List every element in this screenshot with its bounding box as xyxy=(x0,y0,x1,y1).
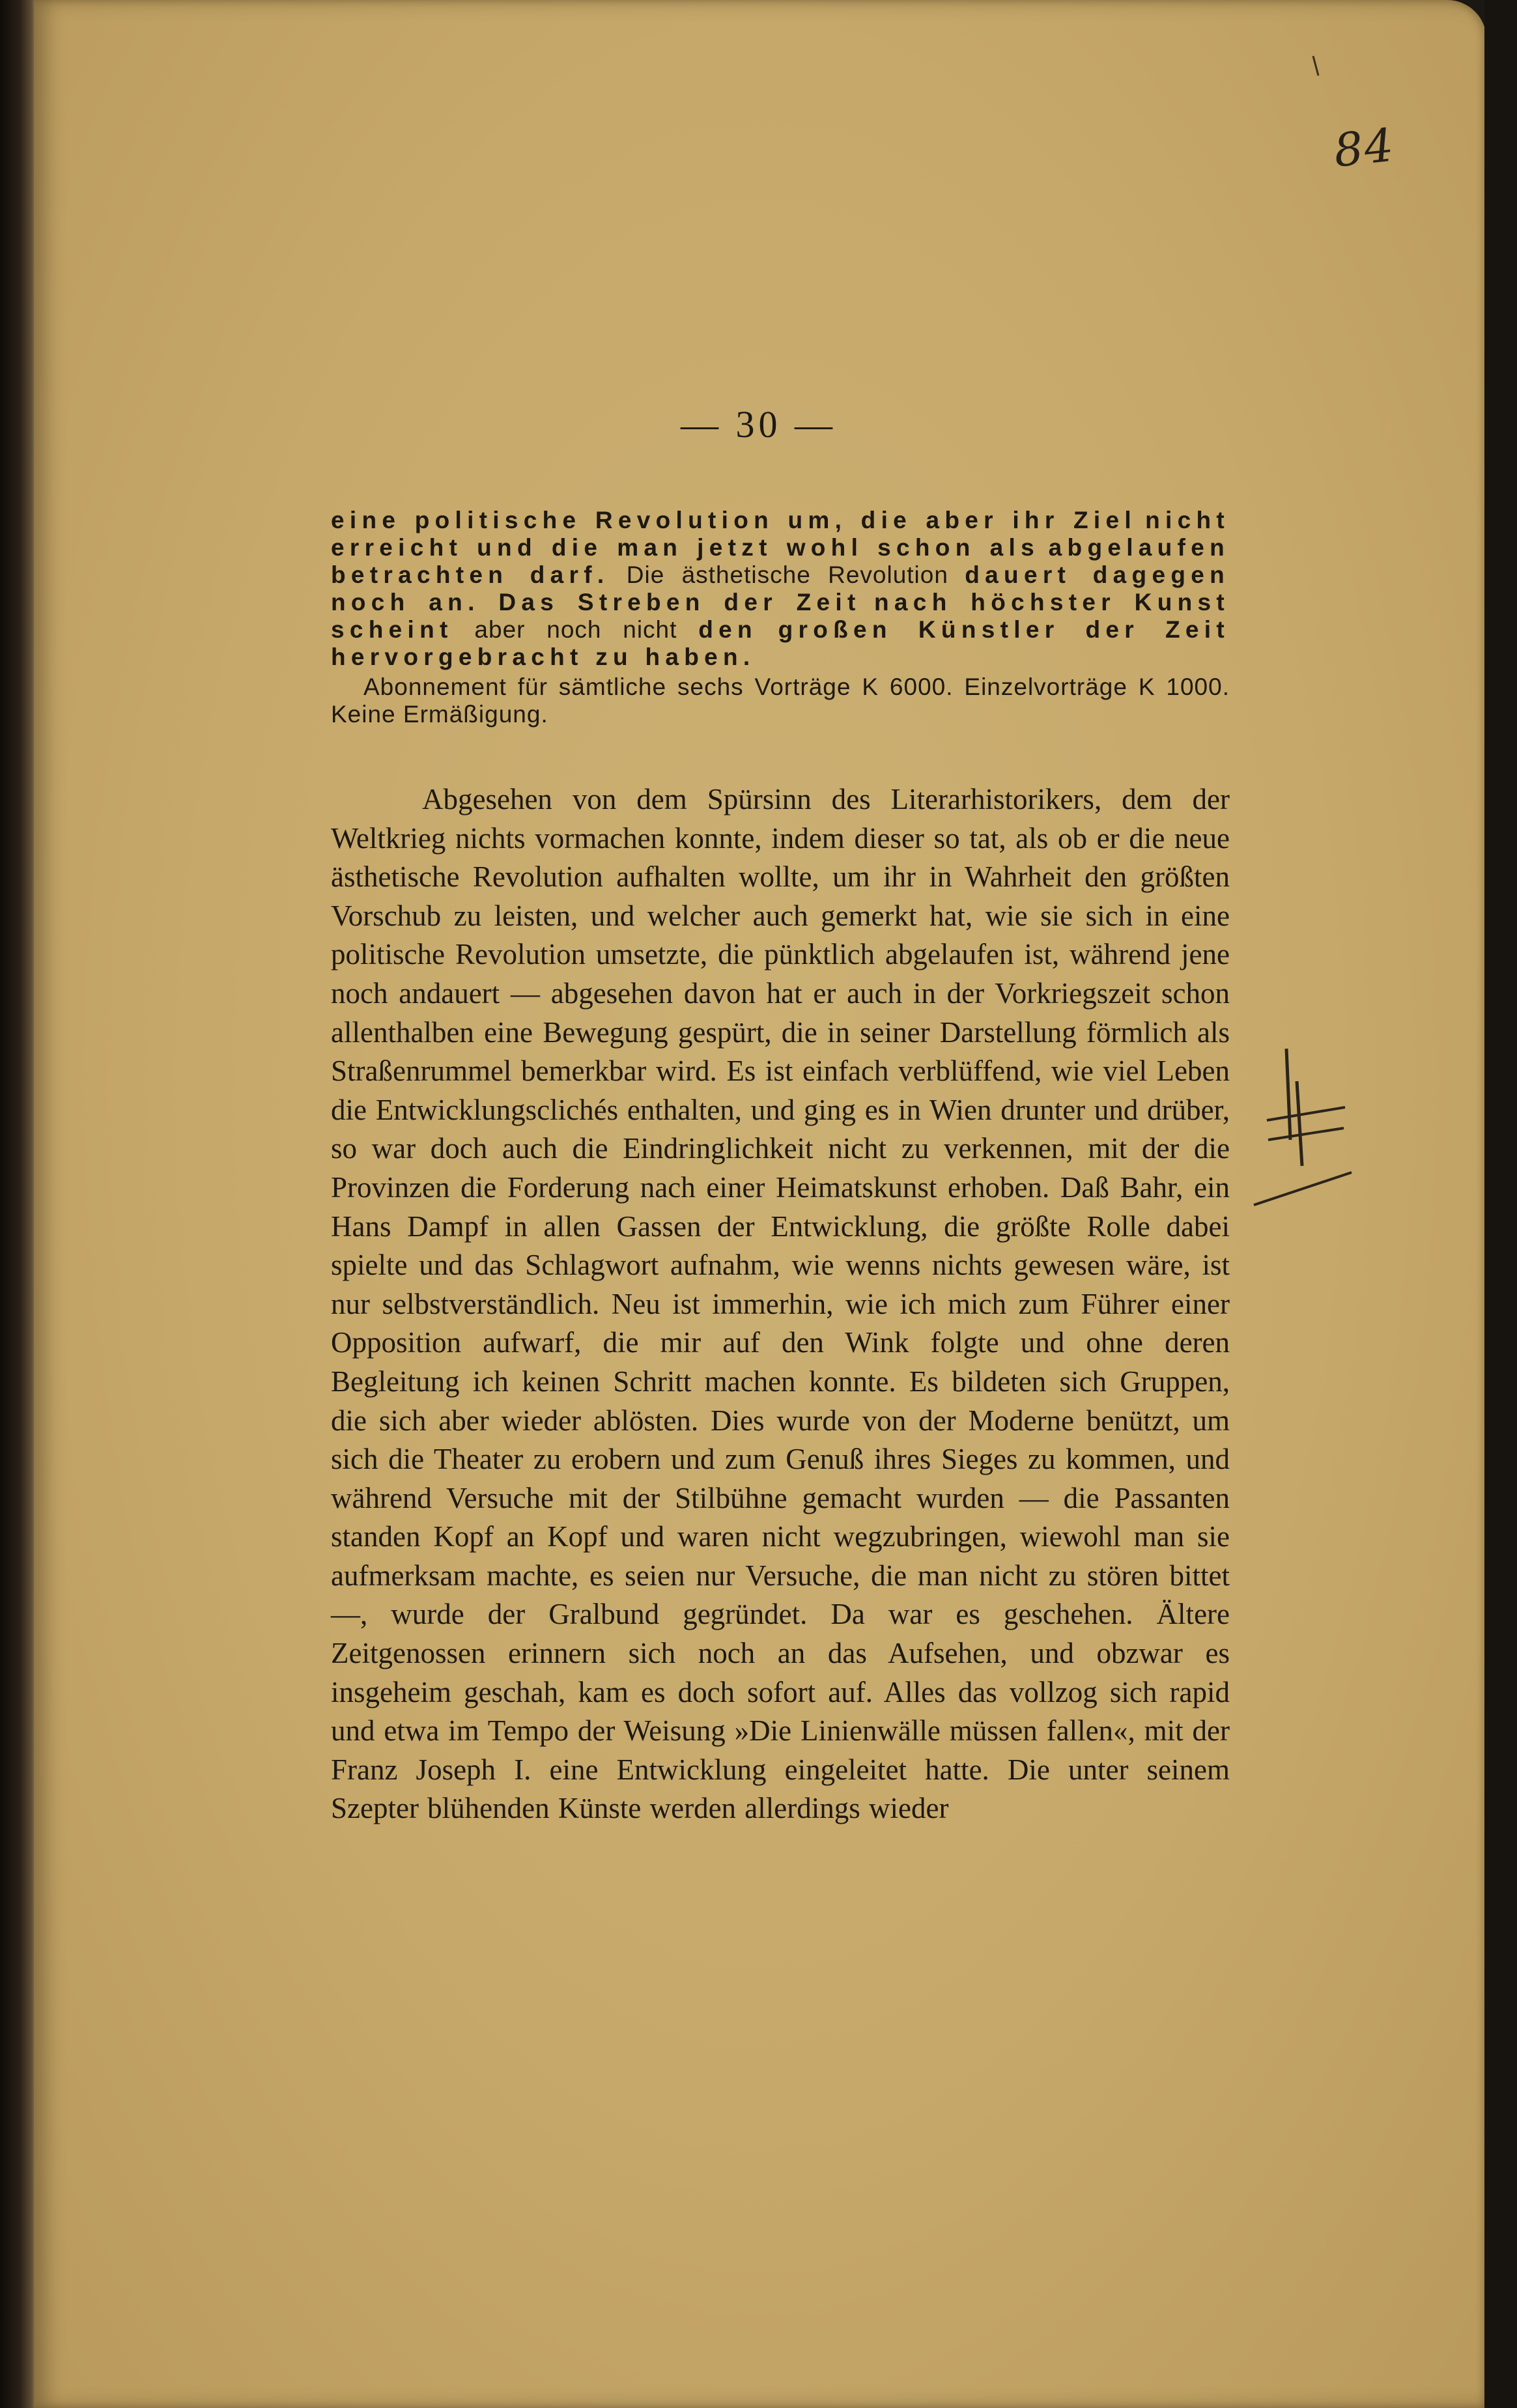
handwritten-folio-number: 84 xyxy=(1331,118,1398,178)
scan-background-strip xyxy=(1484,0,1517,2408)
announcement-line: aber noch nicht xyxy=(453,616,699,643)
announcement-line: Das Streben der Zeit xyxy=(479,589,861,616)
lecture-announcement xyxy=(331,507,1230,728)
body-paragraph: Abgesehen von dem Spürsinn des Literarhistorikers, dem der Weltkrieg nichts vormachen konnte, indem dieser so tat, als ob er die neue ästhetische Revolution aufhalten wollte, um ihr in Wahrheit den größten Vorschub zu leisten, und welcher auch gemerkt hat, wie sie sich in eine politische Revolution umsetzte, die pünktlich abgelaufen ist, während jene noch andauert — abgesehen davon hat er auch in der Vorkriegszeit schon allenthalben eine Bewegung gespürt, die in seiner Darstellung förmlich als Straßenrummel bemerkbar wird. Es ist einfach verblüffend, wie viel Leben die Entwicklungsclichés enthalten, und ging es in Wien drunter und drüber, so war doch auch die Eindringlichkeit nicht zu verkennen, mit der die Provinzen die Forderung nach einer Heimatskunst erhoben. Daß Bahr, ein Hans Dampf in allen Gassen der Entwicklung, die größte Rolle dabei spielte und das Schlagwort aufnahm, wie wenns nichts gewesen wäre, ist nur selbstverständlich. Neu ist immerhin, wie ich mich zum Führer einer Opposition aufwarf, die mir auf den Wink folgte und ohne deren Begleitung ich keinen Schritt machen konnte. Es bildeten sich Gruppen, die sich aber wieder ablösten. Dies wurde von der Moderne benützt, um sich die Theater zu erobern und zum Genuß ihres Sieges zu kommen, und während Versuche mit der Stilbühne gemacht wurden — die Passanten standen Kopf an Kopf und waren nicht wegzubringen, wiewohl man sie aufmerksam machte, es seien nur Versuche, die man nicht zu stören bittet —, wurde der Gralbund gegründet. Da war es geschehen. Ältere Zeitgenossen erinnern sich noch an das Aufsehen, und obzwar es insgeheim geschah, kam es doch sofort auf. Alles das vollzog sich rapid und etwa im Tempo der Weisung »Die Linienwälle müssen fallen«, mit der Franz Joseph I. eine Entwicklung eingeleitet hatte. Die unter seinem Szepter blühenden Künste werden allerdings wieder xyxy=(331,783,1230,1825)
subscription-info: Abonnement für sämtliche sechs Vorträge K 6000. Einzelvorträge K 1000. Keine Ermäßigung. xyxy=(331,673,1230,728)
announcement-line: eine politische Revolution um, die aber ihr Ziel xyxy=(331,507,1137,533)
announcement-line: dauert dagegen noch an. xyxy=(331,561,1230,616)
announcement-text xyxy=(331,507,1230,671)
announcement-line: den xyxy=(698,616,758,643)
page-number: — 30 — xyxy=(681,403,836,446)
main-text xyxy=(331,780,1230,1828)
announcement-line: abgelaufen betrachten darf. xyxy=(331,534,1230,588)
announcement-line: nicht erreicht und die man jetzt wohl schon als xyxy=(331,507,1230,561)
pencil-tick-mark xyxy=(1309,52,1329,98)
announcement-line: großen Künstler der Zeit hervorgebracht zu haben. xyxy=(331,616,1230,670)
announcement-line: Die ästhetische Revolution xyxy=(609,561,948,588)
announcement-line: nach höchster Kunst scheint xyxy=(331,589,1230,643)
handwritten-margin-mark xyxy=(1247,1042,1365,1211)
book-binding-edge xyxy=(0,0,36,2408)
